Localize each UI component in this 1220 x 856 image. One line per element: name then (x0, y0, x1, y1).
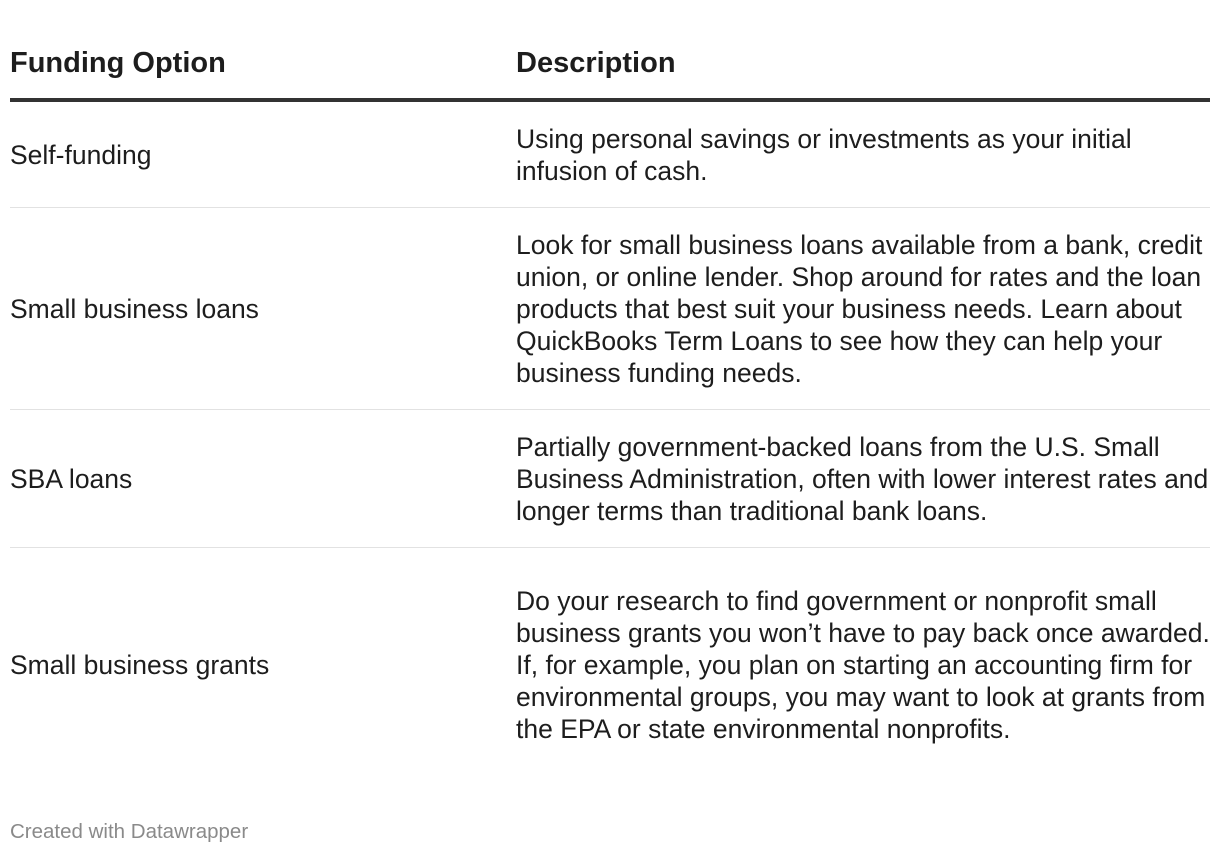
funding-option-cell: Self-funding (10, 139, 152, 170)
column-header-funding-option: Funding Option (10, 47, 226, 79)
column-header-description: Description (516, 47, 676, 79)
description-cell: Do your research to find government or nonprofit small business grants you won’t have to pay back once awarded. If, for example, you plan on starting an accounting firm for environmental groups, you may want to look at grants from the EPA or state environmental nonprofits. (516, 586, 1210, 744)
table-row (10, 410, 1210, 548)
funding-option-cell: Small business grants (10, 650, 270, 680)
table-header (10, 0, 1210, 102)
description-cell: Look for small business loans available from a bank, credit union, or online lender. Shop around for rates and the loan products that best suit your business needs. Learn about QuickBooks Term Loans to see how they can help your business funding needs. (516, 229, 1203, 388)
table-row (10, 548, 1210, 782)
table-row (10, 208, 1210, 410)
description-cell: Partially government-backed loans from the U.S. Small Business Administration, often with lower interest rates and longer terms than traditional bank loans. (516, 431, 1209, 526)
funding-options-table (10, 0, 1210, 782)
funding-option-cell: SBA loans (10, 463, 133, 494)
datawrapper-credit: Created with Datawrapper (10, 820, 249, 843)
funding-option-cell: Small business loans (10, 293, 259, 324)
table-row (10, 102, 1210, 208)
description-cell: Using personal savings or investments as your initial infusion of cash. (516, 123, 1132, 186)
